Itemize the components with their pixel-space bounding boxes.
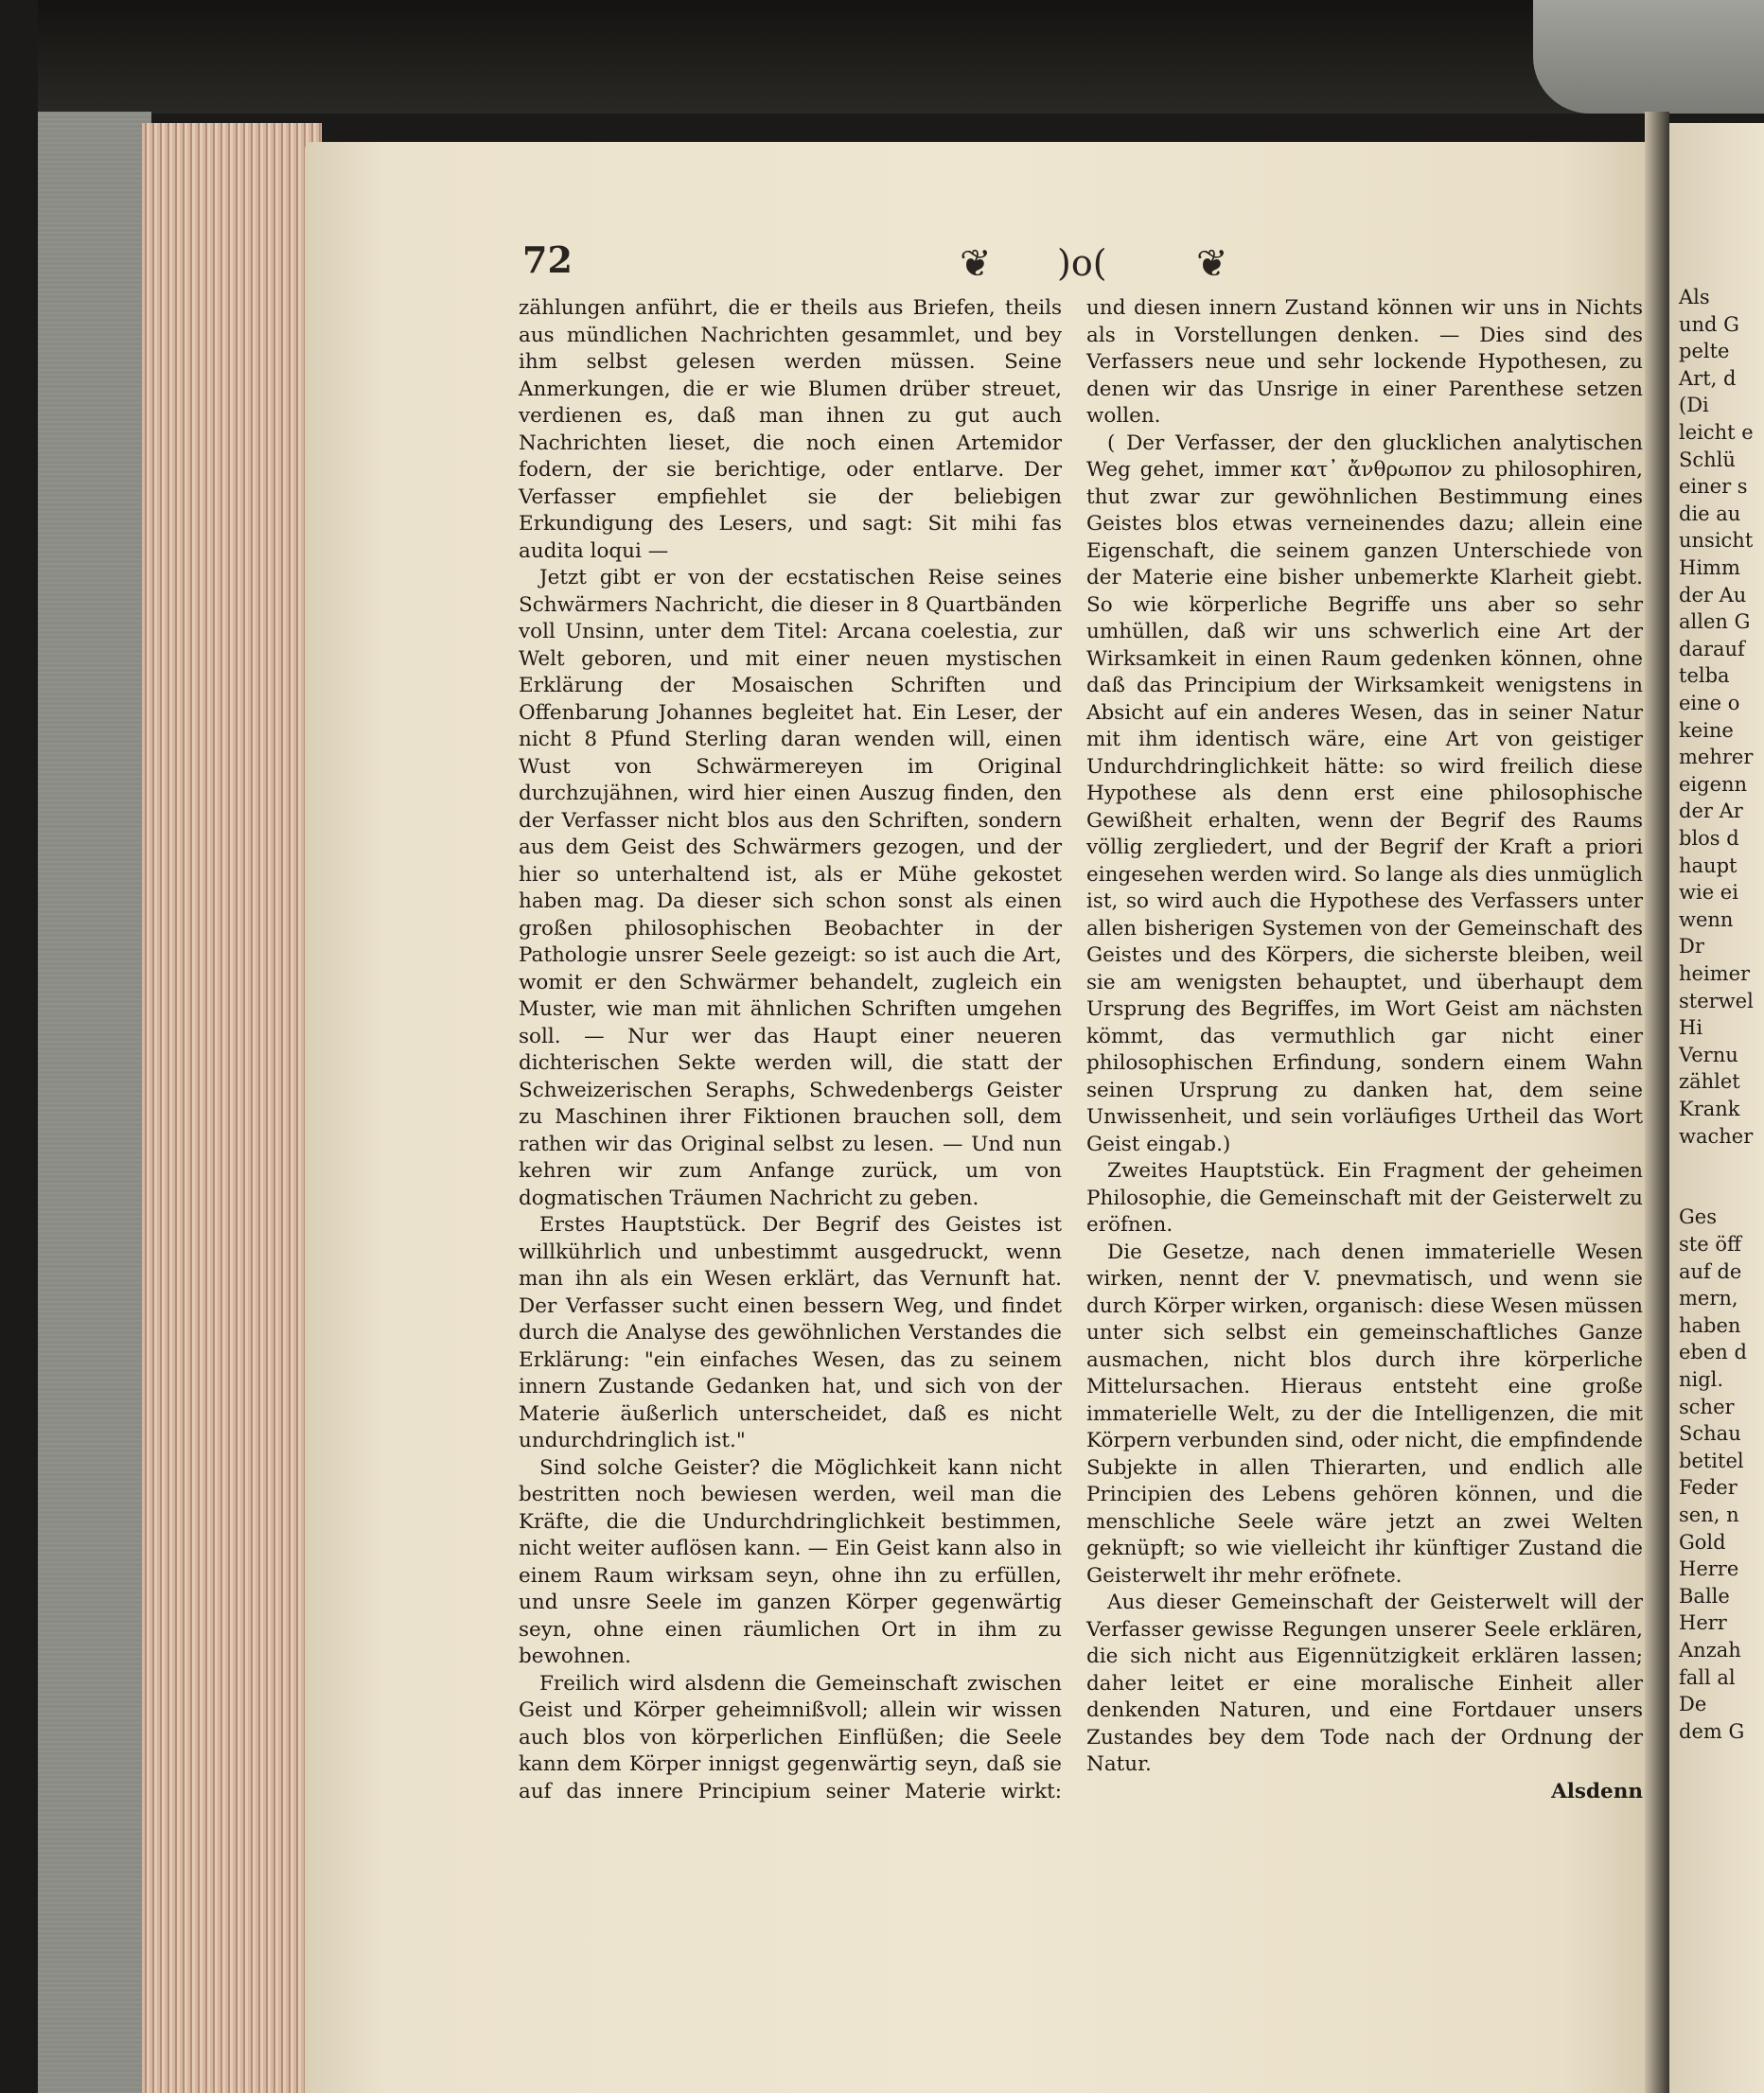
paragraph: zählungen anführt, die er theils aus Briefen, theils aus mündlichen Nachrichten gesammlet, und bey ihm selbst gelesen werden müssen. Seine Anmerkungen, die er wie Blumen drüber streuet, verdienen es, daß man ihnen zu gut auch Nachrichten lieset, die noch einen Artemidor fodern, der sie berichtige, oder entlarve. Der Verfasser empfiehlet sie der beliebigen Erkundigung des Lesers, und sagt: Sit mihi fas audita loqui — [519, 296, 1062, 563]
running-head [522, 237, 1658, 293]
page-number: 72 [522, 238, 573, 281]
book-cover-board [38, 112, 151, 2093]
fleuron-ornament-icon: ❦ [1196, 242, 1228, 286]
next-page-fragment: De [1679, 1693, 1707, 1716]
next-page-fragment: zählet [1679, 1070, 1740, 1094]
next-page-fragment: wenn [1679, 907, 1734, 931]
next-page-fragment: Dr [1679, 935, 1704, 959]
next-page-fragment: Art, d [1679, 366, 1737, 390]
next-page-fragment: sterwel [1679, 989, 1754, 1012]
next-page-fragment: unsicht [1679, 529, 1754, 553]
next-page-fragment: Als [1679, 286, 1710, 308]
next-page-fragment: nigl. [1679, 1368, 1724, 1391]
next-page-fragment: Krank [1679, 1098, 1740, 1120]
next-page-fragment: Vernu [1679, 1043, 1738, 1066]
next-page-fragment: keine [1679, 718, 1734, 742]
next-page-fragment: blos d [1679, 827, 1739, 850]
next-page-fragment: Ges [1679, 1205, 1717, 1229]
next-page-fragment: sen, n [1679, 1504, 1739, 1526]
right-column [1086, 295, 1643, 1805]
next-page-block [1533, 0, 1764, 114]
gutter-shadow [1645, 112, 1669, 2093]
next-page-fragment: Anzah [1679, 1639, 1741, 1662]
next-page-fragment: mern, [1679, 1287, 1738, 1310]
section-heading: Zweites Hauptstück. Ein Fragment der geheimen Philosophie, die Gemeinschaft mit der Geisterwelt zu eröfnen. [1086, 1159, 1643, 1237]
next-page-edge [1669, 123, 1764, 2093]
paragraph: ( Der Verfasser, der den glucklichen analytischen Weg gehet, immer κατ᾽ ἄνθρωπον zu philosophiren, thut zwar zur gewöhnlichen Bestimmung eines Geistes blos etwas verneinendes dazu; allein eine Eigenschaft, die seinem ganzen Unterschiede von der Materie eine bisher unbemerkte Klarheit giebt. So wie körperliche Begriffe uns aber so sehr umhüllen, daß wir uns schwerlich eine Art der Wirksamkeit in einen Raum gedenken können, ohne daß das Principium der Wirksamkeit wenigstens in Absicht auf ein anderes Wesen, das in seiner Natur mit ihm identisch wäre, eine Art von geistiger Undurchdringlichkeit hätte: so wird freilich diese Hypothese als denn erst eine philosophische Gewißheit erhalten, wenn der Begrif des Raums völlig zergliedert, und der Begrif der Kraft a priori eingesehen werden wird. So lange als dies unmüglich ist, so wird auch die Hypothese des Verfassers unter allen bisherigen Systemen von der Gemeinschaft des Geistes und des Körpers, die sicherste bleiben, weil sie am wenigsten behauptet, und überhaupt dem Ursprung des Begriffes, im Wort Geist am nächsten kömmt, das vermuthlich gar nicht einer philosophischen Erfindung, sondern einem Wahn seinen Ursprung zu danken hat, dem seine Unwissenheit, und sein vorläufiges Urtheil das Wort Geist eingab.) [1086, 431, 1643, 1156]
next-page-fragment: Schlü [1679, 448, 1736, 471]
next-page-fragment: eben d [1679, 1341, 1747, 1364]
next-page-fragment: die au [1679, 501, 1741, 525]
next-page-fragment: pelte [1679, 340, 1730, 363]
paragraph: Sind solche Geister? die Möglichkeit kann nicht bestritten noch bewiesen werden, weil man die Kräfte, die die Undurchdringlichkeit bestimmen, nicht weiter auflösen kann. — Ein Geist kann also in einem Raum wirksam seyn, ohne ihn zu erfüllen, und unsre Seele im ganzen Körper gegenwärtig seyn, ohne einen räumlichen Ort in ihm zu bewohnen. [519, 1455, 1062, 1668]
next-page-fragment: Herre [1679, 1557, 1739, 1581]
next-page-fragment: ste öff [1679, 1233, 1741, 1256]
paragraph: Erstes Hauptstück. Der Begrif des Geistes ist willkührlich und unbestimmt ausgedruckt, wenn man ihn als ein Wesen erklärt, das Vernunft hat. Der Verfasser sucht einen bessern Weg, und findet durch die Analyse des gewöhnlichen Verstandes die Erklärung: "ein einfaches Wesen, das zu seinem innern Zustande Gedanken hat, und sich von der Materie äußerlich unterscheidet, daß es nicht undurchdringlich ist." [519, 1213, 1062, 1452]
next-page-fragment: mehrer [1679, 746, 1754, 769]
book-cover-top [38, 0, 1764, 114]
next-page-fragment: wie ei [1679, 881, 1738, 905]
next-page-fragment: Hi [1679, 1016, 1703, 1040]
next-page-fragment: allen G [1679, 610, 1751, 634]
next-page-fragment: Herr [1679, 1611, 1727, 1635]
next-page-fragment: telba [1679, 664, 1730, 688]
next-page-fragment: Gold [1679, 1530, 1726, 1554]
paragraph: Die Gesetze, nach denen immaterielle Wesen wirken, nennt der V. pnevmatisch, und wenn sie durch Körper wirken, organisch: diese Wesen müssen unter sich selbst ein gemeinschaftliches Ganze ausmachen, nicht blos durch ihre körperliche Mittelursachen. Hieraus entsteht eine große immaterielle Welt, zu der die Intelligenzen, die mit Körpern verbunden sind, oder nicht, die empfindende Subjekte in allen Thierarten, und endlich alle Principien des Lebens gehören können, und die menschliche Seele wäre jetzt an zwei Welten geknüpft; so wie vielleicht ihr künftiger Zustand die Geisterwelt ihr mehr eröfnete. [1086, 1240, 1643, 1588]
next-page-fragment: fall al [1679, 1665, 1736, 1689]
next-page-fragment: der Au [1679, 583, 1747, 607]
left-column [519, 295, 1062, 1805]
next-page-fragment: darauf [1679, 637, 1745, 660]
next-page-fragment: und G [1679, 312, 1739, 336]
next-page-fragment: Himm [1679, 556, 1740, 579]
next-page-fragment: auf de [1679, 1259, 1742, 1283]
catchword: Alsdenn [1551, 1779, 1643, 1803]
paragraph: Aus dieser Gemeinschaft der Geisterwelt will der Verfasser gewisse Regungen unserer Seele erklären, die sich nicht aus Eigennützigkeit erklären lassen; daher leitet er eine moralische Einheit aller denkenden Naturen, und eine Fortdauer unsers Zustandes bey dem Tode nach der Ordnung der Natur. [1086, 1591, 1643, 1776]
next-page-fragment: scher [1679, 1395, 1735, 1418]
paragraph: Jetzt gibt er von der ecstatischen Reise seines Schwärmers Nachricht, die dieser in 8 Quartbänden voll Unsinn, unter dem Titel: Arcana coelestia, zur Welt geboren, und mit einer neuen mystischen Erklärung der Mosaischen Schriften und Offenbarung Johannes begleitet hat. Ein Leser, der nicht 8 Pfund Sterling daran wenden will, einen Wust von Schwärmereyen im Original durchzujähnen, wird hier einen Auszug finden, den der Verfasser nicht blos aus den Schriften, sondern aus dem Geist des Schwärmers gezogen, und der hier so unterhaltend ist, als er Mühe gekostet haben mag. Da dieser sich schon sonst als einen großen philosophischen Beobachter in der Pathologie unsrer Seele gezeigt: so ist auch die Art, womit er den Schwärmer behandelt, zugleich ein Muster, wie man mit ähnlichen Schriften umgehen soll. — Nur wer das Haupt einer neueren dichterischen Sekte werden will, die statt der Schweizerischen Seraphs, Schwedenbergs Geister zu Maschinen ihrer Fiktionen brauchen soll, dem rathen wir das Original selbst zu lesen. — Und nun kehren wir zum Anfange zurück, um von dogmatischen Träumen Nachricht zu geben. [519, 566, 1062, 1210]
fleuron-ornament-icon: ❦ [960, 242, 992, 286]
next-page-fragment: Feder [1679, 1476, 1738, 1500]
next-page-fragment: Balle [1679, 1584, 1730, 1608]
next-page-fragment: der Ar [1679, 800, 1743, 823]
page-edges [142, 123, 322, 2093]
next-page-fragment: betitel [1679, 1449, 1744, 1472]
next-page-fragment: haupt [1679, 853, 1738, 877]
next-page-fragment: Schau [1679, 1422, 1741, 1446]
next-page-fragment: (Di [1679, 394, 1709, 417]
next-page-fragment: heimer [1679, 962, 1751, 985]
paragraph: und diesen innern Zustand können wir uns in Nichts als in Vorstellungen denken. — Dies sind des Verfassers neue und sehr lockende Hypothesen, zu denen wir das Unsrige in einer Parenthese setzen wollen. [1086, 296, 1643, 428]
paragraph: Freilich wird alsdenn die Gemeinschaft zwischen Geist und Körper geheimnißvoll; allein wir wissen auch blos von körperlichen Einflüßen; die Seele kann dem Körper innigst gegenwärtig seyn, daß sie auf das innere Principium seiner Materie wirkt: [519, 1671, 1062, 1803]
next-page-fragment: eine o [1679, 692, 1740, 714]
next-page-fragment: leicht e [1679, 421, 1754, 444]
next-page-fragment: eigenn [1679, 772, 1748, 796]
next-page-fragment: wacher [1679, 1124, 1754, 1148]
next-page-fragment: dem G [1679, 1719, 1745, 1743]
next-page-fragment: einer s [1679, 475, 1748, 499]
center-ornament-icon: )o( [1057, 242, 1107, 284]
next-page-fragment: haben [1679, 1313, 1741, 1337]
